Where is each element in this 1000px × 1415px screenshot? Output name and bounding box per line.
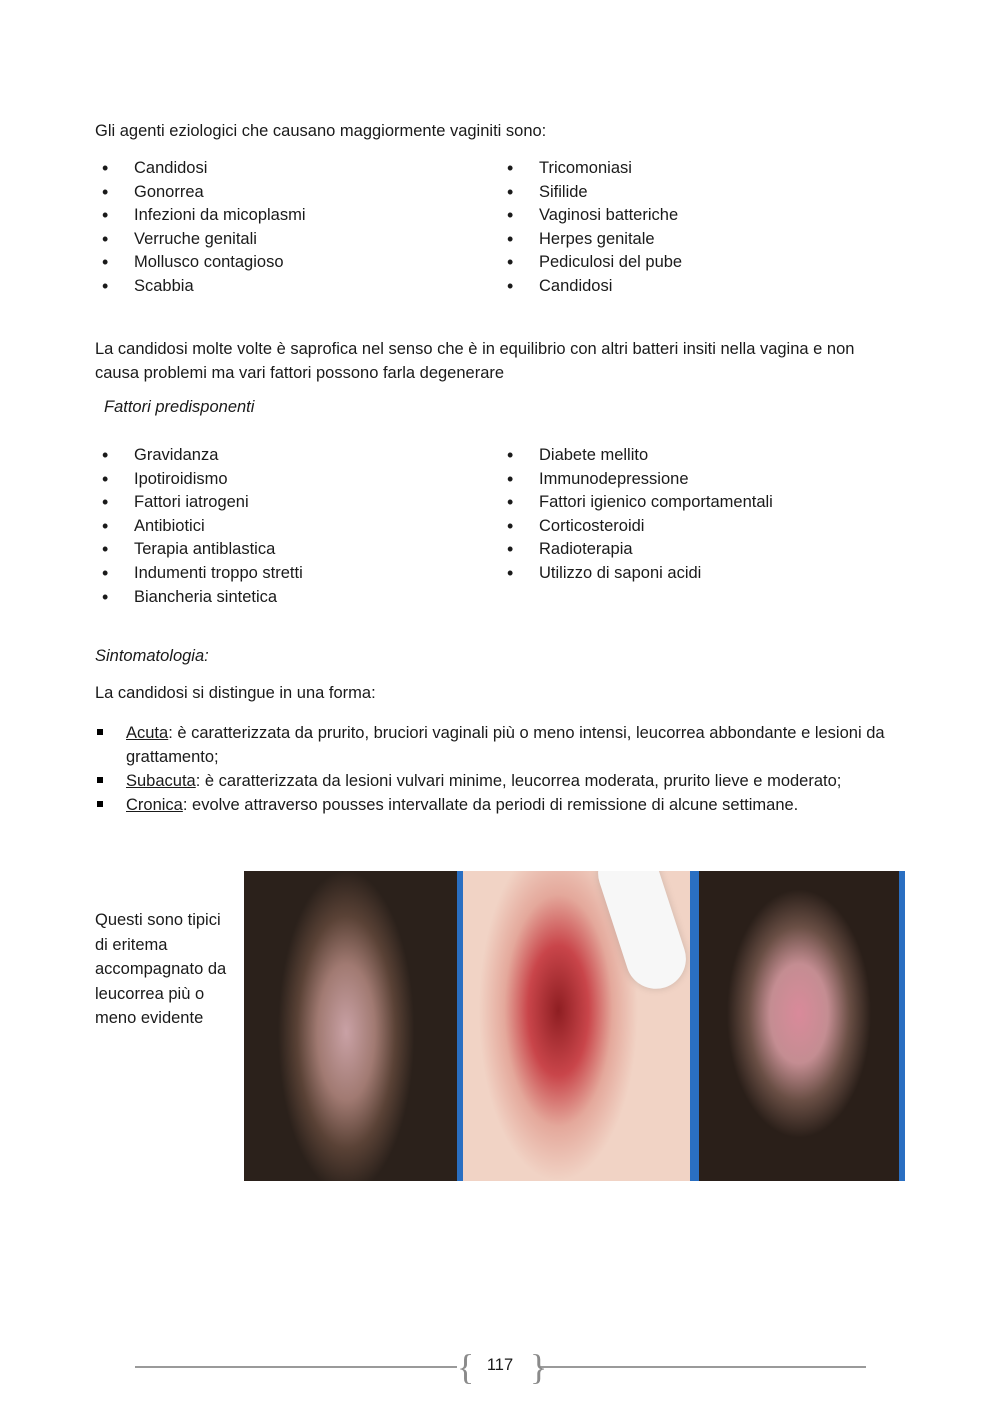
list-item bbox=[95, 769, 905, 793]
clinical-photos bbox=[244, 871, 905, 1181]
forma-intro: La candidosi si distingue in una forma: bbox=[95, 684, 376, 702]
image-caption: Questi sono tipici di eritema accompagnato da leucorrea più o meno evidente bbox=[95, 911, 227, 1027]
list-item: • Candidosi bbox=[95, 157, 306, 181]
fattori-heading: Fattori predisponenti bbox=[104, 398, 255, 416]
list-item: • Candidosi bbox=[500, 275, 682, 299]
list-item: • Fattori igienico comportamentali bbox=[500, 491, 773, 515]
clinical-photo bbox=[463, 871, 690, 1181]
list-item: • Infezioni da micoplasmi bbox=[95, 204, 306, 228]
glove-shape bbox=[590, 871, 690, 997]
list-item: • Antibiotici bbox=[95, 515, 303, 539]
agents-list-right bbox=[500, 157, 682, 299]
forma-text: : è caratterizzata da lesioni vulvari minime, leucorrea moderata, prurito lieve e moderato; bbox=[195, 772, 842, 790]
forme-list bbox=[95, 721, 905, 817]
list-item: • Immunodepressione bbox=[500, 468, 773, 492]
fattori-list-right bbox=[500, 444, 773, 586]
footer-rule-right bbox=[540, 1366, 866, 1368]
list-item: • Fattori iatrogeni bbox=[95, 491, 303, 515]
forma-text: : è caratterizzata da prurito, bruciori vaginali più o meno intensi, leucorrea abbondante e lesioni da grattamento; bbox=[126, 724, 885, 766]
forma-text: : evolve attraverso pousses intervallate da periodi di remissione di alcune settimane. bbox=[182, 796, 799, 814]
list-item: • Utilizzo di saponi acidi bbox=[500, 562, 773, 586]
list-item bbox=[95, 721, 905, 769]
list-item: • Gravidanza bbox=[95, 444, 303, 468]
page-number: 117 bbox=[486, 1356, 514, 1374]
list-item: • Indumenti troppo stretti bbox=[95, 562, 303, 586]
list-item: • Verruche genitali bbox=[95, 228, 306, 252]
sintomatologia-heading: Sintomatologia: bbox=[95, 647, 209, 665]
list-item: • Pediculosi del pube bbox=[500, 251, 682, 275]
forma-term: Acuta bbox=[126, 724, 169, 742]
list-item: • Diabete mellito bbox=[500, 444, 773, 468]
intro-text: Gli agenti eziologici che causano maggiormente vaginiti sono: bbox=[95, 122, 547, 140]
clinical-photo bbox=[699, 871, 899, 1181]
list-item: • Ipotiroidismo bbox=[95, 468, 303, 492]
forma-term: Cronica bbox=[126, 796, 183, 814]
list-item: • Corticosteroidi bbox=[500, 515, 773, 539]
list-item bbox=[95, 793, 905, 817]
list-item: • Gonorrea bbox=[95, 181, 306, 205]
list-item: • Mollusco contagioso bbox=[95, 251, 306, 275]
clinical-photo bbox=[244, 871, 457, 1181]
fattori-list-left bbox=[95, 444, 303, 609]
list-item: • Sifilide bbox=[500, 181, 682, 205]
agents-list-left bbox=[95, 157, 306, 299]
forma-term: Subacuta bbox=[126, 772, 196, 790]
list-item: • Vaginosi batteriche bbox=[500, 204, 682, 228]
list-item: • Biancheria sintetica bbox=[95, 586, 303, 610]
list-item: • Radioterapia bbox=[500, 538, 773, 562]
right-brace-icon: } bbox=[530, 1347, 548, 1387]
list-item: • Terapia antiblastica bbox=[95, 538, 303, 562]
candidosi-paragraph: La candidosi molte volte è saprofica nel senso che è in equilibrio con altri batteri insiti nella vagina e non causa problemi ma vari fattori possono farla degenerare bbox=[95, 340, 855, 382]
list-item: • Scabbia bbox=[95, 275, 306, 299]
left-brace-icon: { bbox=[457, 1347, 475, 1387]
footer-rule-left bbox=[135, 1366, 457, 1368]
list-item: • Herpes genitale bbox=[500, 228, 682, 252]
list-item: • Tricomoniasi bbox=[500, 157, 682, 181]
